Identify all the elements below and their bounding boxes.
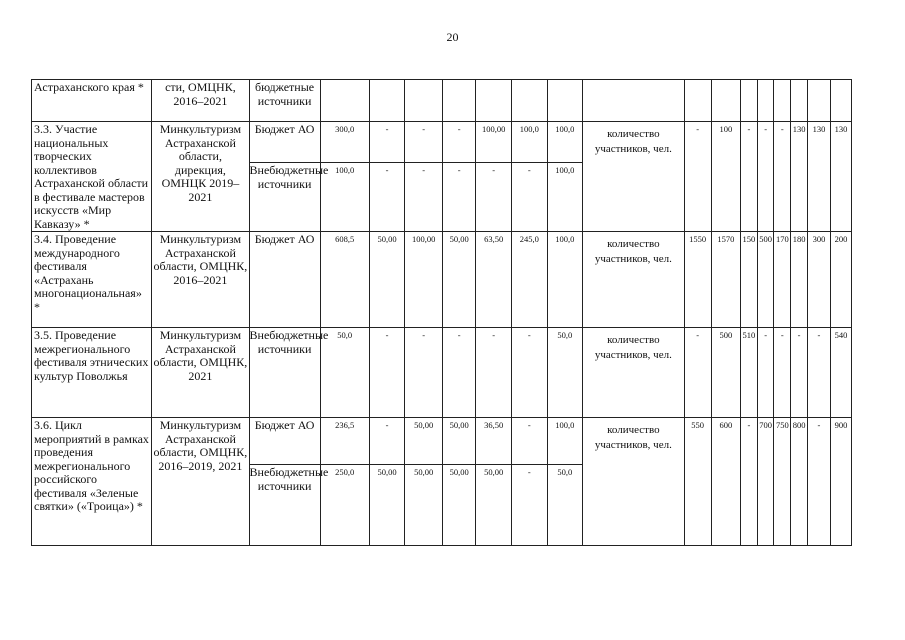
indicator-value: 170 xyxy=(774,232,791,328)
funding-value: 100,0 xyxy=(512,122,548,163)
measure-name: 3.3. Участие национальных творческих коллективов Астраханской области в фестивале мастеров искусств «Мир Кавказу» * xyxy=(32,122,152,232)
funding-value: - xyxy=(405,328,443,418)
funding-value: 100,0 xyxy=(547,122,583,163)
indicator-value: 500 xyxy=(711,328,740,418)
funding-value: - xyxy=(442,122,475,163)
funding-value: 50,0 xyxy=(320,328,369,418)
indicator-value: 130 xyxy=(791,122,808,232)
funding-value: - xyxy=(405,163,443,232)
funding-value: - xyxy=(512,465,548,546)
indicator-value: 900 xyxy=(830,418,851,546)
indicator-value: - xyxy=(741,418,758,546)
funding-value: - xyxy=(369,328,405,418)
funding-source: Бюджет АО xyxy=(249,418,320,465)
executor-cell: Минкультуризм Астраханской области, дирекция, ОМНЦК 2019–2021 xyxy=(152,122,249,232)
indicator-value: 130 xyxy=(830,122,851,232)
funding-value: 245,0 xyxy=(512,232,548,328)
funding-value: 100,0 xyxy=(547,232,583,328)
indicator-value: - xyxy=(807,328,830,418)
funding-value: 50,00 xyxy=(442,418,475,465)
funding-value: - xyxy=(476,163,512,232)
measure-name: 3.5. Проведение межрегионального фестиваля этнических культур Поволжья xyxy=(32,328,152,418)
indicator-name: количество участников, чел. xyxy=(583,418,684,546)
funding-value: 50,00 xyxy=(442,232,475,328)
indicator-value: 1570 xyxy=(711,232,740,328)
funding-value: 50,0 xyxy=(547,328,583,418)
funding-source: Внебюджетные источники xyxy=(249,465,320,546)
funding-value: - xyxy=(369,122,405,163)
funding-value: 608,5 xyxy=(320,232,369,328)
funding-value: - xyxy=(512,418,548,465)
funding-value: 50,0 xyxy=(547,465,583,546)
funding-value: 50,00 xyxy=(405,465,443,546)
funding-value: - xyxy=(405,122,443,163)
indicator-value: 600 xyxy=(711,418,740,546)
executor-cell: Минкультуризм Астраханской области, ОМЦНК, 2021 xyxy=(152,328,249,418)
indicator-value: 510 xyxy=(741,328,758,418)
indicator-value: - xyxy=(741,122,758,232)
funding-value: 50,00 xyxy=(369,465,405,546)
indicator-value: 700 xyxy=(757,418,774,546)
indicator-value: - xyxy=(684,122,711,232)
indicator-value: 800 xyxy=(791,418,808,546)
funding-value: - xyxy=(442,163,475,232)
funding-value: 100,0 xyxy=(547,418,583,465)
indicator-value: 100 xyxy=(711,122,740,232)
table-row xyxy=(32,232,852,328)
funding-value: - xyxy=(512,163,548,232)
funding-value: 63,50 xyxy=(476,232,512,328)
indicator-value: - xyxy=(684,328,711,418)
funding-value: 100,00 xyxy=(405,232,443,328)
table-row xyxy=(32,80,852,122)
measure-name: 3.4. Проведение международного фестиваля «Астрахань многонациональная» * xyxy=(32,232,152,328)
indicator-name: количество участников, чел. xyxy=(583,232,684,328)
indicator-value: - xyxy=(807,418,830,546)
indicator-value: 1550 xyxy=(684,232,711,328)
indicator-value: - xyxy=(757,122,774,232)
funding-value: 50,00 xyxy=(442,465,475,546)
funding-source: Внебюджетные источники xyxy=(249,163,320,232)
funding-value: 236,5 xyxy=(320,418,369,465)
funding-value: 250,0 xyxy=(320,465,369,546)
indicator-value: 130 xyxy=(807,122,830,232)
indicator-value: 150 xyxy=(741,232,758,328)
funding-value: 100,0 xyxy=(320,163,369,232)
funding-value: 50,00 xyxy=(405,418,443,465)
funding-value: - xyxy=(369,163,405,232)
indicator-value: - xyxy=(774,122,791,232)
funding-value: 100,00 xyxy=(476,122,512,163)
indicator-value: 300 xyxy=(807,232,830,328)
indicator-value: 500 xyxy=(757,232,774,328)
indicator-value: 550 xyxy=(684,418,711,546)
indicator-value: 750 xyxy=(774,418,791,546)
measure-name: Астраханского края * xyxy=(32,80,152,122)
indicator-value: 540 xyxy=(830,328,851,418)
funding-source: Бюджет АО xyxy=(249,232,320,328)
measure-name: 3.6. Цикл мероприятий в рамках проведения межрегионального российского фестиваля «Зеленые святки» («Троица») * xyxy=(32,418,152,546)
funding-value: 300,0 xyxy=(320,122,369,163)
table-row xyxy=(32,418,852,465)
indicator-name: количество участников, чел. xyxy=(583,122,684,232)
indicator-value: - xyxy=(757,328,774,418)
funding-value: - xyxy=(512,328,548,418)
funding-value: - xyxy=(369,418,405,465)
executor-cell: Минкультуризм Астраханской области, ОМЦНК, 2016–2019, 2021 xyxy=(152,418,249,546)
table-row xyxy=(32,122,852,163)
indicator-value: 180 xyxy=(791,232,808,328)
funding-value: 50,00 xyxy=(476,465,512,546)
indicator-value: 200 xyxy=(830,232,851,328)
funding-source: бюджетные источники xyxy=(249,80,320,122)
funding-value: 100,0 xyxy=(547,163,583,232)
indicator-name: количество участников, чел. xyxy=(583,328,684,418)
funding-source: Бюджет АО xyxy=(249,122,320,163)
funding-value: 36,50 xyxy=(476,418,512,465)
page-number: 20 xyxy=(446,30,459,44)
indicator-value: - xyxy=(791,328,808,418)
indicator-value: - xyxy=(774,328,791,418)
table-row xyxy=(32,328,852,418)
funding-value: - xyxy=(476,328,512,418)
funding-source: Внебюджетные источники xyxy=(249,328,320,418)
executor-cell: сти, ОМЦНК, 2016–2021 xyxy=(152,80,249,122)
program-table xyxy=(31,79,852,546)
funding-value: - xyxy=(442,328,475,418)
executor-cell: Минкультуризм Астраханской области, ОМЦНК, 2016–2021 xyxy=(152,232,249,328)
funding-value: 50,00 xyxy=(369,232,405,328)
